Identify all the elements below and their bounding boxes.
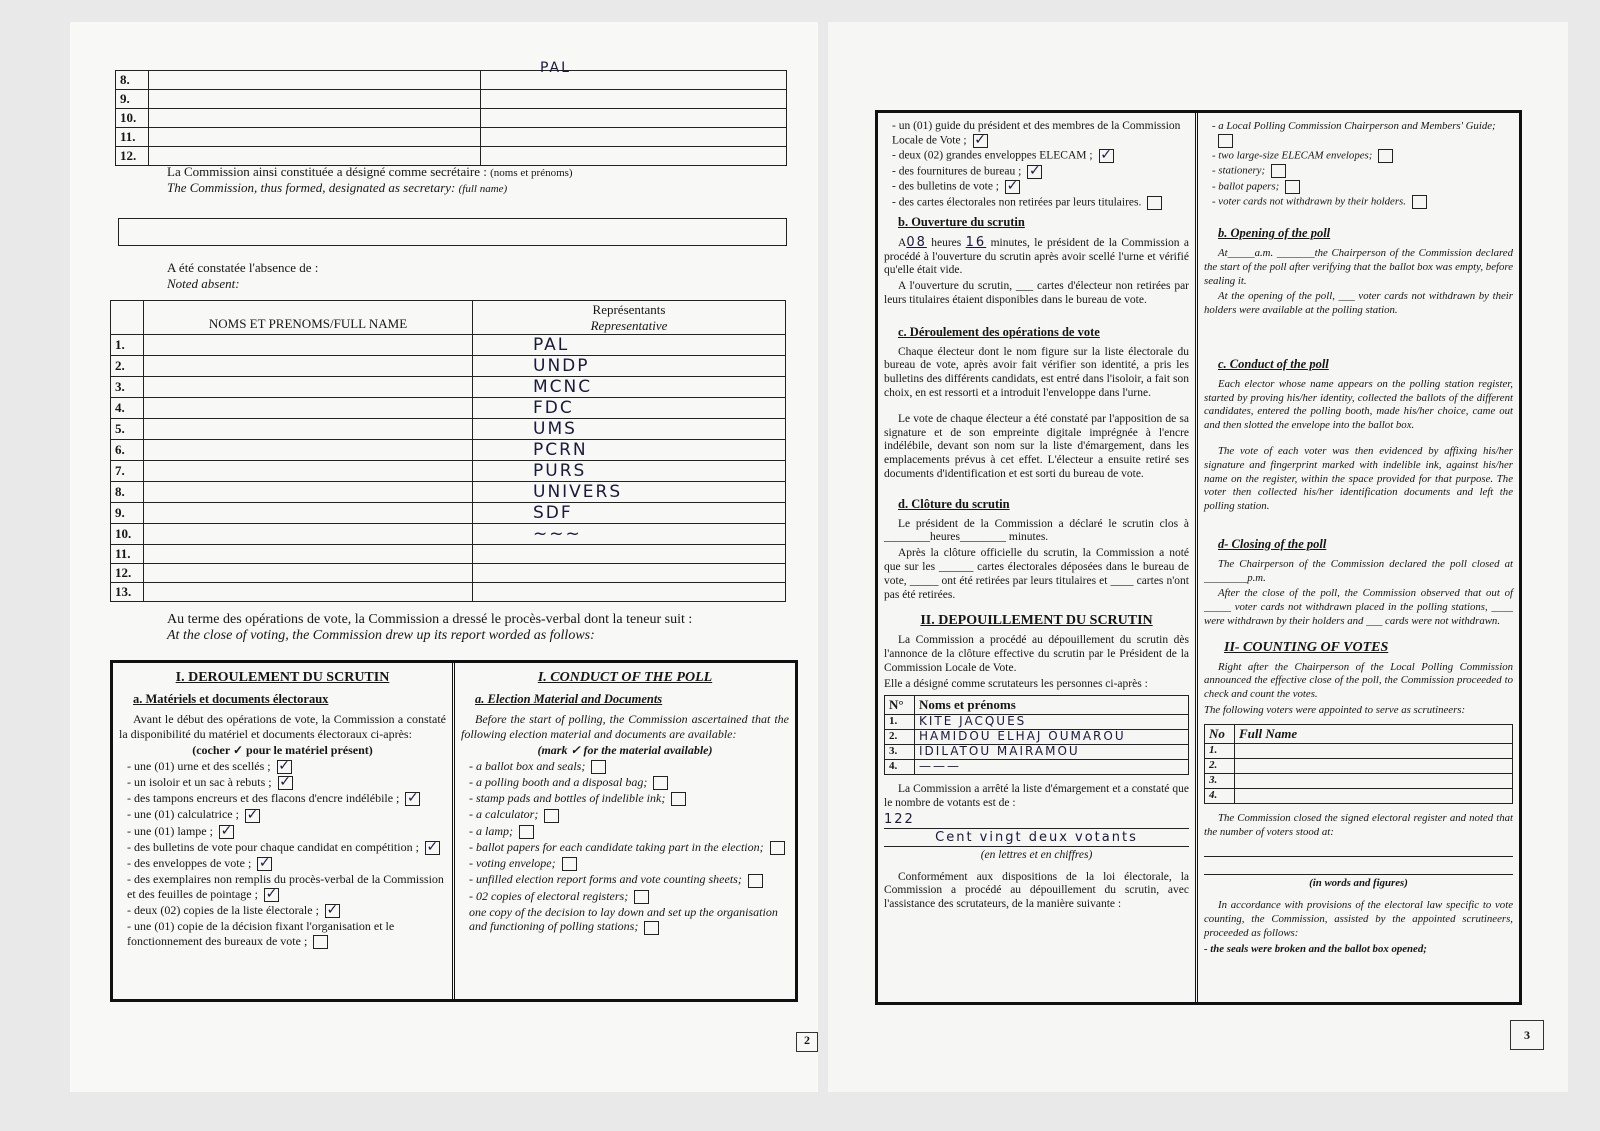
checkbox[interactable] [1218,134,1233,148]
name-cell[interactable] [149,71,481,90]
checkbox[interactable]: ✓ [279,774,291,790]
list-item: - des tampons encreurs et des flacons d'encre indélébile ; ✓ [127,790,419,807]
page-number: 3 [1510,1020,1544,1050]
representative-cell[interactable]: UNIVERS [473,482,786,503]
list-item: - des bulletins de vote pour chaque candidat en compétition ; ✓ [127,839,439,855]
table-row: 12. [111,564,786,583]
scrutineer-name[interactable]: IDILATOU MAIRAMOU [915,745,1189,760]
table-row: 2. [1205,758,1513,773]
table-row: 1. PAL [111,335,786,356]
list-item: one copy of the decision to lay down and set up the organisation and functioning of polling stations; [469,904,778,934]
list-item: - voter cards not withdrawn by their holders. [1212,195,1513,209]
name-cell[interactable] [144,377,473,398]
checkbox[interactable] [634,890,649,904]
table-row: 5. UMS [111,419,786,440]
table-row: 11. [116,128,787,147]
name-cell[interactable] [144,482,473,503]
checkbox[interactable] [562,857,577,871]
page-number: 2 [796,1032,818,1052]
representative-cell[interactable] [473,545,786,564]
scrutineer-name[interactable] [1235,758,1513,773]
list-item: - des cartes électorales non retirées par leurs titulaires. [892,196,1189,210]
table-row: 8. [116,71,787,90]
list-item: - deux (02) copies de la liste électorale ; ✓ [127,902,339,919]
section-en: - a Local Polling Commission Chairperson and Members' Guide; - two large-size ELECAM envelopes; - stationery; - ballot papers; - voter cards not withdrawn by their holders. b. Opening of the poll At_____a.m. _______the Chairperson of the Commission declared the start of the poll after verifying that the ballot box was empty, before sealing it. At the opening of the poll, ___ voter cards not withdrawn by their holders were available at the polling station. c. Conduct of the poll Each elector whose name appears on the polling station register, started by proving his/her identity, collected the ballots of the different candidates, entered the polling booth, made his/her choice, came out and then slotted the envelope into the ballot box. The vote of each voter was then evidenced by affixing his/her signature and fingerprint marked with indelible ink, against his/her name on the register, within the space provided for that purpose. The voter then collected his/her identification documents and left the polling station. d- Closing of the poll The Chairperson of the Commission declared the poll closed at ________p.m. After the close of the poll, the Commission observed that out of _____ voter cards not withdrawn placed in the polling stations, ____ were withdrawn by their holders and ___ cards were not withdrawn. II- COUNTING OF VOTES Right after the Chairperson of the Local Polling Commission announced the effective close of the poll, the Commission proceeded to check and count the votes. The following voters were appointed to serve as scrutineers: No Full Name 1. 2. 3. 4. The Commission closed the signed electoral register and noted that the number of voters stood at: (in words and figures) In accordance with provisions of the electoral law specific to vote counting, the Commission, assisted by the appointed scrutineers, proceeded as follows: - the seals were broken and the ballot box opened; [1195,113,1519,1002]
vote-count-words: Cent vingt deux votants [884,831,1189,847]
list-item: - une (01) copie de la décision fixant l'organisation et le fonctionnement des bureaux de vote ; [127,919,395,948]
checkbox[interactable] [519,825,534,839]
name-cell[interactable] [144,545,473,564]
list-item: - un (01) guide du président et des membres de la Commission Locale de Vote ; ✓ [892,120,1181,148]
name-cell[interactable] [144,583,473,602]
members-table-continued [115,60,787,166]
voter-count-line[interactable] [1204,841,1513,857]
checkbox[interactable] [1147,196,1162,210]
name-cell[interactable] [144,419,473,440]
table-row: 3. IDILATOU MAIRAMOU [885,745,1189,760]
section-fr: - un (01) guide du président et des membres de la Commission Locale de Vote ; ✓ - deux (02) grandes enveloppes ELECAM ; ✓ - des fournitures de bureau ; ✓ - des bulletins de vote ; ✓ - des cartes électorales non retirées par leurs titulaires. b. Ouverture du scrutin A08 heures 16 minutes, le président de la Commission a procédé à l'ouverture du scrutin après avoir scellé l'urne et vérifié qu'elle était vide. A l'ouverture du scrutin, ___ cartes d'électeur non retirées par leurs titulaires étaient disponibles dans le bureau de vote. c. Déroulement des opérations de vote Chaque électeur dont le nom figure sur la liste électorale du bureau de vote, après avoir fait vérifier son identité, a pris les bulletins des différents candidats, est entré dans l'isoloir, a fait son choix, en est ressorti et a introduit l'enveloppe dans l'urne. Le vote de chaque électeur a été constaté par l'apposition de sa signature et de son empreinte digitale imprégnée à l'encre indélébile, devant son nom sur la liste d'émargement, dans les emplacements prévus à cet effet. L'électeur a ensuite retiré ses documents d'identification et est sorti du bureau de vote. d. Clôture du scrutin Le président de la Commission a déclaré le scrutin clos à ________heures________ minutes. Après la clôture officielle du scrutin, la Commission a noté que sur les ______ cartes électorales déposées dans le bureau de vote, _____ ont été retirées par leurs titulaires et ____ cartes n'ont pas été retirées. II. DEPOUILLEMENT DU SCRUTIN La Commission a procédé au dépouillement du scrutin dès l'annonce de la clôture effective du scrutin par le Président de la Commission Locale de Vote. Elle a désigné comme scrutateurs les personnes ci-après : N° Noms et prénoms 1. KITE JACQUES 2. HAMIDOU ELHAJ OUMAROU 3. IDILATOU MAIRAMOU 4. ——— La Commission a arrêté la liste d'émargement et a constaté que le nombre de votants est de : 122 Cent vingt deux votants (en lettres et en chiffres) Conformément aux dispositions de la loi électorale, la Commission a procédé au dépouillement du scrutin, avec l'assistance des scrutateurs, de la manière suivante : [884,120,1190,911]
checkbox[interactable]: ✓ [1028,162,1041,179]
checkbox[interactable] [770,841,785,855]
list-item: - ballot papers for each candidate taking part in the election; [469,840,789,855]
table-row: 9. SDF [111,503,786,524]
voter-count-line[interactable] [1204,859,1513,875]
table-row: 1. KITE JACQUES [885,715,1189,730]
name-cell[interactable] [149,128,481,147]
table-row: 2. HAMIDOU ELHAJ OUMAROU [885,730,1189,745]
table-row: 8. UNIVERS [111,482,786,503]
checkbox[interactable]: ✓ [407,790,419,807]
right-page [828,22,1568,1092]
rep-cell[interactable] [481,109,787,128]
scrutineer-name[interactable]: HAMIDOU ELHAJ OUMAROU [915,730,1189,745]
name-cell[interactable] [144,440,473,461]
checkbox[interactable]: ✓ [426,839,439,855]
table-row: 1. [1205,743,1513,758]
name-cell[interactable] [144,461,473,482]
table-row: 12. [116,147,787,166]
checkbox[interactable] [1271,164,1286,178]
rep-cell[interactable] [481,71,787,90]
checkbox[interactable]: ✓ [220,822,233,839]
checkbox[interactable] [1285,180,1300,194]
secretary-field[interactable] [118,218,787,246]
checkbox[interactable]: ✓ [974,131,986,148]
conduct-fr: I. DEROULEMENT DU SCRUTIN a. Matériels et documents électoraux Avant le début des opérations de vote, la Commission a constaté la disponibilité du matériel et documents électoraux ci-après: (cocher ✓ pour le matériel présent) - une (01) urne et des scellés ; ✓ - un isoloir et un sac à rebuts ; ✓ - des tampons encreurs et des flacons d'encre indélébile ; ✓ - une (01) calculatrice ; ✓ - une (01) lampe ; ✓ - des bulletins de vote pour chaque candidat en compétition ; ✓ - des enveloppes de vote ; ✓ - des exemplaires non remplis du procès-verbal de la Commission et des feuilles de pointage ; ✓ - deux (02) copies de la liste électorale ; ✓ - une (01) copie de la décision fixant l'organisation et le fonctionnement des bureaux de vote ; [119,670,446,948]
table-row: 4. [1205,788,1513,803]
table-row: 9. [116,90,787,109]
name-cell[interactable] [144,398,473,419]
rep-cell[interactable] [481,128,787,147]
representative-cell[interactable]: PAL [473,335,786,356]
absent-label: A été constatée l'absence de : Noted absent: [167,260,319,291]
scrutineer-name[interactable]: ——— [915,760,1189,775]
list-item: - a ballot box and seals; [469,759,789,774]
table-row: 3. [1205,773,1513,788]
table-row: 7. PURS [111,461,786,482]
scrutineer-name[interactable]: KITE JACQUES [915,715,1189,730]
representative-cell[interactable]: ~~~ [473,524,786,545]
checkbox[interactable] [748,874,763,888]
representative-cell[interactable]: UMS [473,419,786,440]
checkbox[interactable] [1378,149,1393,163]
list-item: - a calculator; [469,807,789,822]
representative-cell[interactable] [473,564,786,583]
name-cell[interactable] [144,564,473,583]
representative-cell[interactable]: FDC [473,398,786,419]
table-row: 11. [111,545,786,564]
list-item: - un isoloir et un sac à rebuts ; ✓ [127,774,291,790]
checkbox[interactable] [591,760,606,774]
table-row: 3. MCNC [111,377,786,398]
checkbox[interactable]: ✓ [258,855,271,872]
table-row: 2. UNDP [111,356,786,377]
absent-table: NOMS ET PRENOMS/FULL NAME Représentants Representative 1. PAL 2. UNDP 3. MCNC 4. FDC 5. UMS 6. PCRN 7. PURS 8. UNIVERS 9. SDF 10. ~~~ 11. 12. 13. [110,300,786,602]
checkbox[interactable] [653,776,668,790]
list-item: - two large-size ELECAM envelopes; [1212,149,1513,163]
checkbox[interactable]: ✓ [265,886,278,902]
name-cell[interactable] [149,90,481,109]
checkbox[interactable]: ✓ [326,902,339,919]
conduct-section [110,660,798,1002]
checkbox[interactable]: ✓ [278,757,290,774]
list-item: - des exemplaires non remplis du procès-verbal de la Commission et des feuilles de pointage ; ✓ [127,872,444,902]
representative-cell[interactable]: SDF [473,503,786,524]
handwritten-scribble: PAL [540,60,571,76]
table-row: 4. ——— [885,760,1189,775]
list-item: - une (01) lampe ; ✓ [127,822,233,839]
rep-cell[interactable] [481,90,787,109]
representative-cell[interactable]: PCRN [473,440,786,461]
list-item: - stationery; [1212,164,1513,178]
scrutineer-name[interactable] [1235,788,1513,803]
table-row: 13. [111,583,786,602]
list-item: - des enveloppes de vote ; ✓ [127,855,271,872]
list-item: - une (01) urne et des scellés ; ✓ [127,757,290,774]
checkbox[interactable]: ✓ [1006,178,1019,195]
list-item: - unfilled election report forms and vote counting sheets; [469,872,789,887]
left-page [70,22,818,1092]
list-item: - voting envelope; [469,856,789,871]
representative-cell[interactable] [473,583,786,602]
table-row: 10. ~~~ [111,524,786,545]
list-item: - des bulletins de vote ; ✓ [892,178,1019,195]
name-cell[interactable] [144,335,473,356]
list-item: - 02 copies of electoral registers; [469,889,789,904]
name-cell[interactable] [144,503,473,524]
vote-count-figures: 122 [884,813,1189,829]
checkbox[interactable] [313,935,328,949]
representative-cell[interactable]: MCNC [473,377,786,398]
scrutineer-name[interactable] [1235,773,1513,788]
checkbox[interactable]: ✓ [246,806,259,823]
table-row: 4. FDC [111,398,786,419]
list-item: - des fournitures de bureau ; ✓ [892,162,1041,179]
checkbox[interactable] [544,809,559,823]
checkbox[interactable] [644,921,659,935]
name-cell[interactable] [149,109,481,128]
list-item: - stamp pads and bottles of indelible ink; [469,791,789,806]
table-row: 10. [116,109,787,128]
table-row: 6. PCRN [111,440,786,461]
name-cell[interactable] [144,356,473,377]
list-item: - a lamp; [469,824,789,839]
report-intro: Au terme des opérations de vote, la Commission a dressé le procès-verbal dont la teneur suit : At the close of voting, the Commission drew up its report worded as follows: [167,612,693,643]
rep-cell[interactable] [481,147,787,166]
name-cell[interactable] [144,524,473,545]
scrutineer-name[interactable] [1235,743,1513,758]
checkbox[interactable] [1412,195,1427,209]
list-item: - a Local Polling Commission Chairperson and Members' Guide; [1212,120,1513,148]
list-item: - deux (02) grandes enveloppes ELECAM ; ✓ [892,147,1112,164]
representative-cell[interactable]: UNDP [473,356,786,377]
representative-cell[interactable]: PURS [473,461,786,482]
continued-section [875,110,1522,1005]
name-cell[interactable] [149,147,481,166]
checkbox[interactable] [671,792,686,806]
list-item: - une (01) calculatrice ; ✓ [127,806,259,823]
list-item: - ballot papers; [1212,180,1513,194]
checkbox[interactable]: ✓ [1100,147,1112,164]
list-item: - a polling booth and a disposal bag; [469,775,789,790]
secretary-label: La Commission ainsi constituée a désigné comme secrétaire : (noms et prénoms) The Commission, thus formed, designated as secretary: (full name) [167,164,573,195]
conduct-en: I. CONDUCT OF THE POLL a. Election Material and Documents Before the start of polling, the Commission ascertained that the following election material and documents are available: (mark ✓ for the material available) - a ballot box and seals; - a polling booth and a disposal bag; - stamp pads and bottles of indelible ink; - a calculator; - a lamp; - ballot papers for each candidate taking part in the election; - voting envelope; - unfilled election report forms and vote counting sheets; - 02 copies of electoral registers; one copy of the decision to lay down and set up the organisation and functioning of polling stations; [452,663,795,999]
